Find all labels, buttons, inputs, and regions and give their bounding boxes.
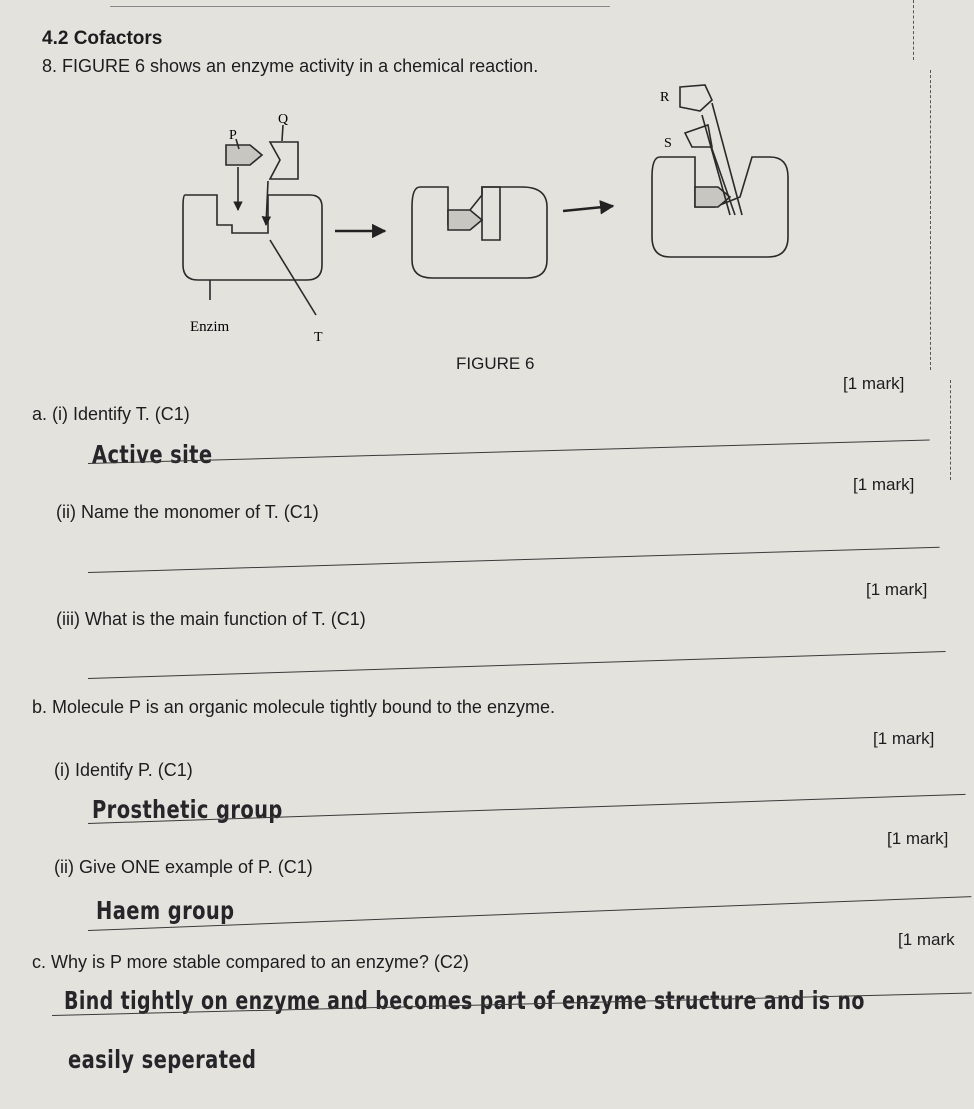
marks-b-i: [1 mark] — [873, 729, 935, 748]
question-b-stem: b. Molecule P is an organic molecule tightly bound to the enzyme. — [32, 697, 555, 717]
answer-line-a-i — [88, 439, 930, 464]
answer-a-i: Active site — [92, 440, 213, 469]
top-edge-line — [110, 6, 610, 7]
section-heading: 4.2 Cofactors — [42, 28, 163, 49]
molecule-q — [270, 142, 298, 179]
answer-line-a-iii — [88, 651, 946, 679]
label-t: T — [314, 330, 323, 345]
complex-p — [448, 210, 482, 230]
answer-line-a-ii — [88, 547, 940, 573]
marks-a-iii: [1 mark] — [866, 580, 928, 599]
molecule-p — [226, 145, 262, 165]
marks-a-i: [1 mark] — [843, 374, 905, 393]
enzyme-figure — [170, 75, 810, 375]
label-enzim: Enzim — [190, 319, 230, 335]
marks-b-ii: [1 mark] — [887, 829, 949, 848]
answer-b-ii: Haem group — [96, 896, 235, 925]
product-r — [680, 85, 712, 111]
question-a-i: a. (i) Identify T. (C1) — [32, 404, 190, 424]
answer-c-line-2: easily seperated — [68, 1045, 257, 1074]
question-b-i: (i) Identify P. (C1) — [54, 760, 193, 780]
answer-c-line-1: Bind tightly on enzyme and becomes part of enzyme structure and is no — [64, 986, 865, 1015]
answer-b-i: Prosthetic group — [92, 795, 283, 824]
label-p: P — [229, 128, 237, 143]
marks-a-ii: [1 mark] — [853, 475, 915, 494]
label-r: R — [660, 90, 670, 105]
question-intro: 8. FIGURE 6 shows an enzyme activity in a chemical reaction. — [42, 56, 539, 76]
question-a-iii: (iii) What is the main function of T. (C1) — [56, 609, 366, 629]
enzyme-stage-2 — [412, 187, 547, 278]
enzyme-stage-3 — [652, 85, 788, 257]
label-q: Q — [278, 112, 289, 127]
label-s: S — [664, 136, 672, 151]
question-b-ii: (ii) Give ONE example of P. (C1) — [54, 857, 313, 877]
enzyme-stage-1 — [183, 125, 322, 315]
margin-dash — [950, 380, 951, 480]
complex-q — [482, 187, 500, 240]
margin-dash — [930, 70, 931, 370]
figure-caption: FIGURE 6 — [456, 354, 535, 373]
margin-dash — [913, 0, 914, 60]
question-c: c. Why is P more stable compared to an enzyme? (C2) — [32, 952, 469, 972]
question-a-ii: (ii) Name the monomer of T. (C1) — [56, 502, 319, 522]
reaction-arrow-2 — [563, 206, 613, 211]
marks-c: [1 mark — [898, 930, 955, 949]
